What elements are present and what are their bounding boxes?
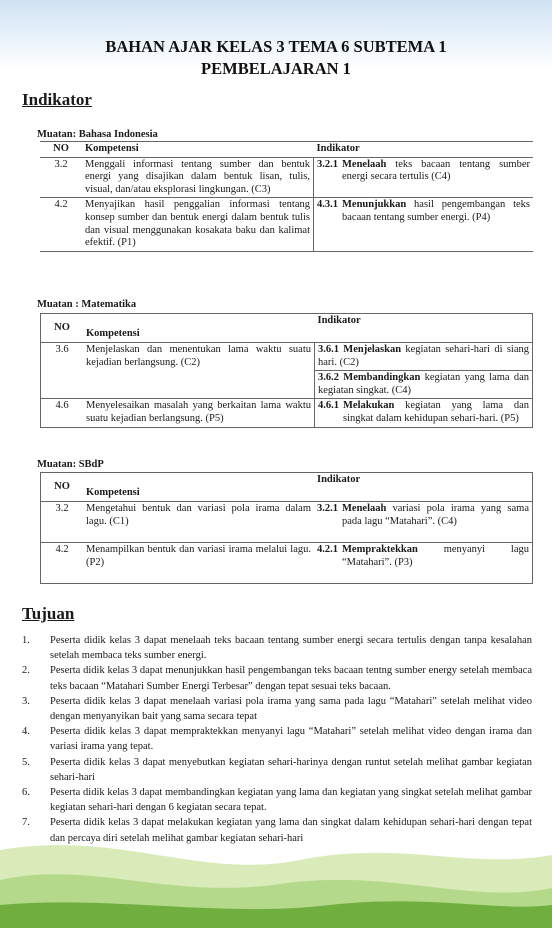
item-text: Peserta didik kelas 3 dapat menelaah teks bacaan tentang sumber energi secara tertulis dengan tanpa kesalahan setelah membaca teks sumber energi. [50, 635, 532, 662]
header-indikator: Indikator [315, 314, 533, 343]
muatan-sbdp-label: Muatan: SBdP [37, 459, 104, 470]
indikator-verb: Menelaah [342, 503, 387, 514]
item-number: 2. [22, 665, 30, 677]
header-kompetensi: Kompetensi [83, 473, 314, 502]
table-row [41, 543, 533, 584]
indikator-verb: Melakukan [343, 400, 395, 412]
indikator-item [315, 371, 532, 398]
row-no: 3.6 [41, 343, 84, 399]
indikator-code: 3.6.1 [318, 344, 339, 355]
indikator-text: hasil pengembangan teks bacaan tentang sumber energi. (P4) [342, 199, 530, 223]
row-no: 4.2 [41, 543, 84, 584]
table-row [40, 157, 533, 198]
item-text: Peserta didik kelas 3 dapat mempraktekkan menyanyi lagu “Matahari” setelah melihat video dengan irama dan variasi irama yang tepat. [50, 726, 532, 753]
indikator-code: 3.2.1 [317, 503, 338, 514]
row-no: 4.6 [41, 399, 84, 427]
row-indikator [315, 399, 533, 427]
tujuan-list [22, 633, 532, 846]
row-kompetensi: Menyajikan hasil penggalian informasi tentang konsep sumber dan bentuk energi dalam bentuk tulis dan visual menggunakan kosakata baku dan kalimat efektif. (P1) [82, 198, 314, 251]
header-no: NO [41, 473, 84, 502]
row-kompetensi: Menggali informasi tentang sumber dan bentuk energi yang disajikan dalam bentuk lisan, tulis, visual, dan/atau eksplorasi lingkungan. (C3) [82, 157, 314, 198]
row-indikator [315, 343, 533, 399]
indikator-verb: Membandingkan [343, 372, 421, 384]
list-item [22, 815, 532, 845]
indikator-text: kegiatan yang lama dan kegiatan singkat. (C4) [318, 372, 530, 396]
table-sbdp [40, 472, 533, 584]
table-row [41, 502, 533, 543]
item-number: 1. [22, 635, 30, 646]
header-indikator: Indikator [314, 142, 534, 158]
table-bahasa-indonesia [40, 141, 533, 252]
indikator-code: 4.6.1 [318, 400, 339, 412]
item-number: 6. [22, 787, 30, 799]
list-item [22, 694, 532, 724]
table-matematika [40, 313, 533, 428]
indikator-item [317, 544, 529, 569]
indikator-item [317, 199, 530, 224]
row-kompetensi: Menampilkan bentuk dan variasi irama melalui lagu. (P2) [83, 543, 314, 584]
item-number: 7. [22, 817, 30, 829]
item-number: 4. [22, 726, 30, 738]
muatan-bahasa-indonesia-label: Muatan: Bahasa Indonesia [37, 129, 158, 140]
item-number: 5. [22, 756, 30, 768]
indikator-text: variasi pola irama yang sama pada lagu “Matahari”. (C4) [342, 503, 530, 527]
row-indikator [314, 502, 533, 543]
table-row [41, 343, 533, 399]
item-text: Peserta didik kelas 3 dapat menyebutkan kegiatan sehari-harinya dengan runtut setelah melihat gambar kegiatan sehari-hari [50, 756, 532, 783]
header-kompetensi: Kompetensi [83, 314, 315, 343]
indikator-text: kegiatan sehari-hari di siang hari. (C2) [318, 344, 530, 368]
indikator-heading: Indikator [22, 90, 92, 109]
indikator-verb: Menjelaskan [343, 344, 402, 355]
indikator-code: 3.6.2 [318, 372, 339, 384]
muatan-matematika-label: Muatan : Matematika [37, 299, 137, 310]
table-row [40, 198, 533, 251]
item-text: Peserta didik kelas 3 dapat melakukan kegiatan yang lama dan singkat dalam kehidupan sehari-hari dengan tepat dan percaya diri setelah melihat gambar kegiatan sehari-hari [50, 817, 532, 844]
header-no: NO [41, 314, 84, 343]
indikator-text: menyanyi lagu “Matahari”. (P3) [342, 544, 530, 568]
indikator-code: 3.2.1 [317, 158, 338, 170]
row-indikator [314, 543, 533, 584]
table-header-row [40, 142, 533, 158]
title-line-2: PEMBELAJARAN 1 [201, 59, 351, 78]
list-item [22, 785, 532, 815]
indikator-item [315, 343, 532, 371]
row-no: 3.2 [41, 502, 84, 543]
title-line-1: BAHAN AJAR KELAS 3 TEMA 6 SUBTEMA 1 [105, 37, 447, 56]
row-no: 4.2 [40, 198, 82, 251]
indikator-code: 4.3.1 [317, 199, 338, 211]
table-header-row [41, 473, 533, 502]
row-kompetensi: Mengetahui bentuk dan variasi pola irama dalam lagu. (C1) [83, 502, 314, 543]
row-kompetensi: Menyelesaikan masalah yang berkaitan lama waktu suatu kejadian berlangsung. (P5) [83, 399, 315, 427]
indikator-text: teks bacaan tentang sumber energi secara tertulis (C4) [342, 158, 530, 183]
item-text: Peserta didik kelas 3 dapat menunjukkan hasil pengembangan teks bacaan tentng sumber energy setelah membaca teks bacaan “Matahari Sumber Energi Terbesar” dengan tepat sesuai teks bacaan. [50, 665, 532, 692]
list-item [22, 755, 532, 785]
header-indikator: Indikator [314, 473, 533, 502]
header-no: NO [40, 142, 82, 158]
row-kompetensi: Menjelaskan dan menentukan lama waktu suatu kejadian berlangsung. (C2) [83, 343, 315, 399]
row-indikator [314, 157, 534, 198]
indikator-text: kegiatan yang lama dan singkat dalam kehidupan sehari-hari. (P5) [343, 400, 530, 424]
tujuan-heading: Tujuan [22, 604, 75, 623]
item-text: Peserta didik kelas 3 dapat membandingkan kegiatan yang lama dan kegiatan yang singkat setelah melihat gambar kegiatan sehari-hari dengan 6 kegiatan secara tepat. [50, 787, 532, 814]
indikator-item [317, 159, 530, 184]
indikator-code: 4.2.1 [317, 544, 338, 555]
indikator-verb: Menelaah [342, 158, 387, 170]
table-header-row [41, 314, 533, 343]
item-text: Peserta didik kelas 3 dapat menelaah variasi pola irama yang sama pada lagu “Matahari” setelah melihat video dengan menyanyikan bait yang sama secara tepat [50, 695, 532, 723]
indikator-verb: Mempraktekkan [342, 544, 418, 555]
document-title [0, 36, 552, 80]
list-item [22, 663, 532, 693]
row-no: 3.2 [40, 157, 82, 198]
indikator-item [318, 400, 529, 425]
item-number: 3. [22, 695, 30, 707]
indikator-verb: Menunjukkan [342, 199, 407, 211]
list-item [22, 724, 532, 754]
row-indikator [314, 198, 534, 251]
table-row [41, 399, 533, 427]
header-kompetensi: Kompetensi [82, 142, 314, 158]
indikator-item [317, 503, 529, 528]
list-item [22, 633, 532, 663]
